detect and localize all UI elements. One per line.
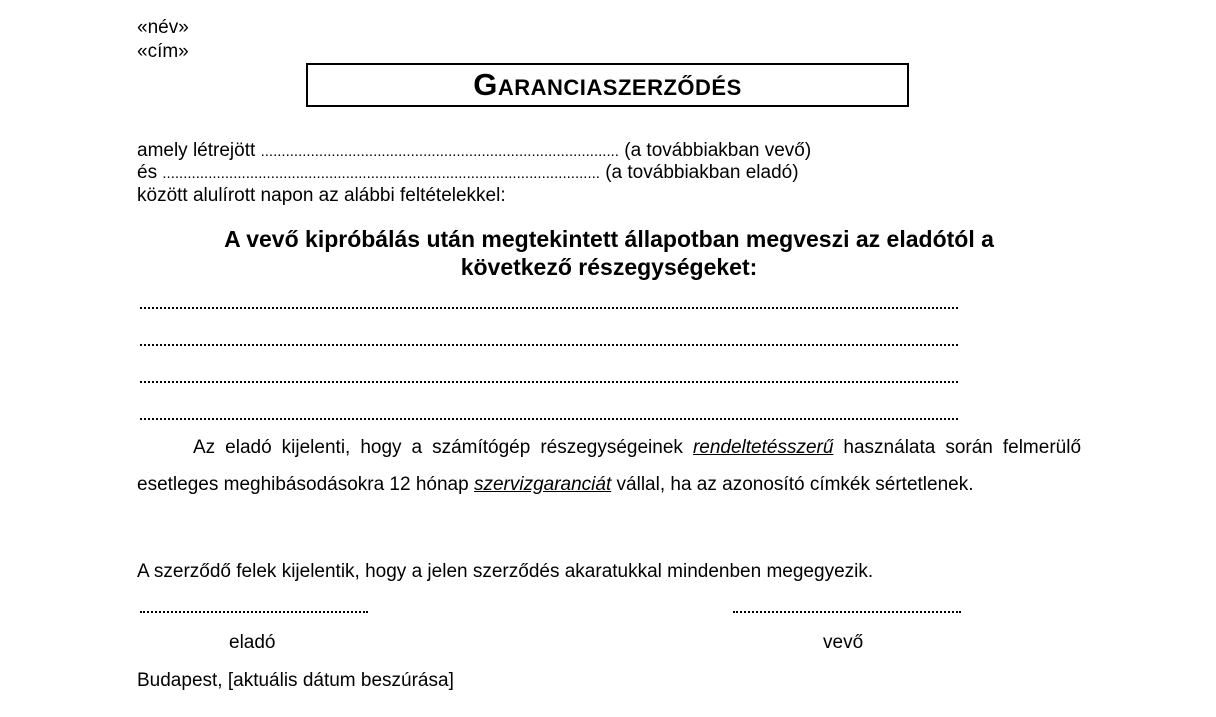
party-line-buyer-prefix: amely létrejött bbox=[137, 140, 256, 161]
recipient-address: «cím» bbox=[137, 41, 189, 62]
component-blank-line-3[interactable] bbox=[140, 381, 958, 383]
buyer-signature-line[interactable] bbox=[733, 611, 961, 613]
warranty-paragraph bbox=[137, 430, 1081, 503]
component-blank-line-2[interactable] bbox=[140, 344, 958, 346]
seller-signature-line[interactable] bbox=[140, 611, 368, 613]
document-title-box bbox=[306, 63, 909, 107]
party-line-seller-prefix: és bbox=[137, 162, 158, 183]
place-and-date: Budapest, [aktuális dátum beszúrása] bbox=[137, 670, 454, 691]
section-heading-line1: A vevő kipróbálás után megtekintett állapotban megveszi az eladótól a bbox=[224, 226, 994, 252]
warranty-text-part3: vállal, ha az azonosító címkék sértetlenek. bbox=[616, 473, 974, 495]
section-heading-line2: következő részegységeket: bbox=[460, 254, 758, 280]
buyer-signature-label: vevő bbox=[823, 632, 864, 653]
warranty-text-part1: Az eladó kijelenti, hogy a számítógép részegységeinek bbox=[193, 437, 683, 458]
party-line-seller bbox=[137, 162, 799, 184]
recipient-name: «név» bbox=[137, 17, 189, 38]
warranty-emphasis-proper-use: rendeltetésszerű bbox=[692, 437, 834, 458]
section-heading bbox=[137, 225, 1081, 281]
agreement-paragraph: A szerződő felek kijelentik, hogy a jelen szerződés akaratukkal mindenben megegyezik. bbox=[137, 561, 874, 582]
party-line-seller-suffix: (a továbbiakban eladó) bbox=[605, 162, 799, 183]
component-blank-line-1[interactable] bbox=[140, 307, 958, 309]
warranty-text-part2: használata során felmerülő esetleges meghibásodásokra 12 hónap bbox=[137, 437, 1082, 495]
seller-name-blank[interactable]: ......................................................................................................... bbox=[162, 165, 600, 182]
seller-signature-label: eladó bbox=[229, 632, 276, 653]
warranty-emphasis-service: szervizgaranciát bbox=[473, 473, 612, 495]
party-conditions-line: között alulírott napon az alábbi feltételekkel: bbox=[137, 185, 506, 206]
component-blank-line-4[interactable] bbox=[140, 418, 958, 420]
document-title: Garanciaszerződés bbox=[473, 67, 742, 102]
party-line-buyer bbox=[137, 140, 811, 162]
party-line-buyer-suffix: (a továbbiakban vevő) bbox=[624, 140, 812, 161]
buyer-name-blank[interactable]: ...................................................................................... bbox=[260, 143, 619, 160]
